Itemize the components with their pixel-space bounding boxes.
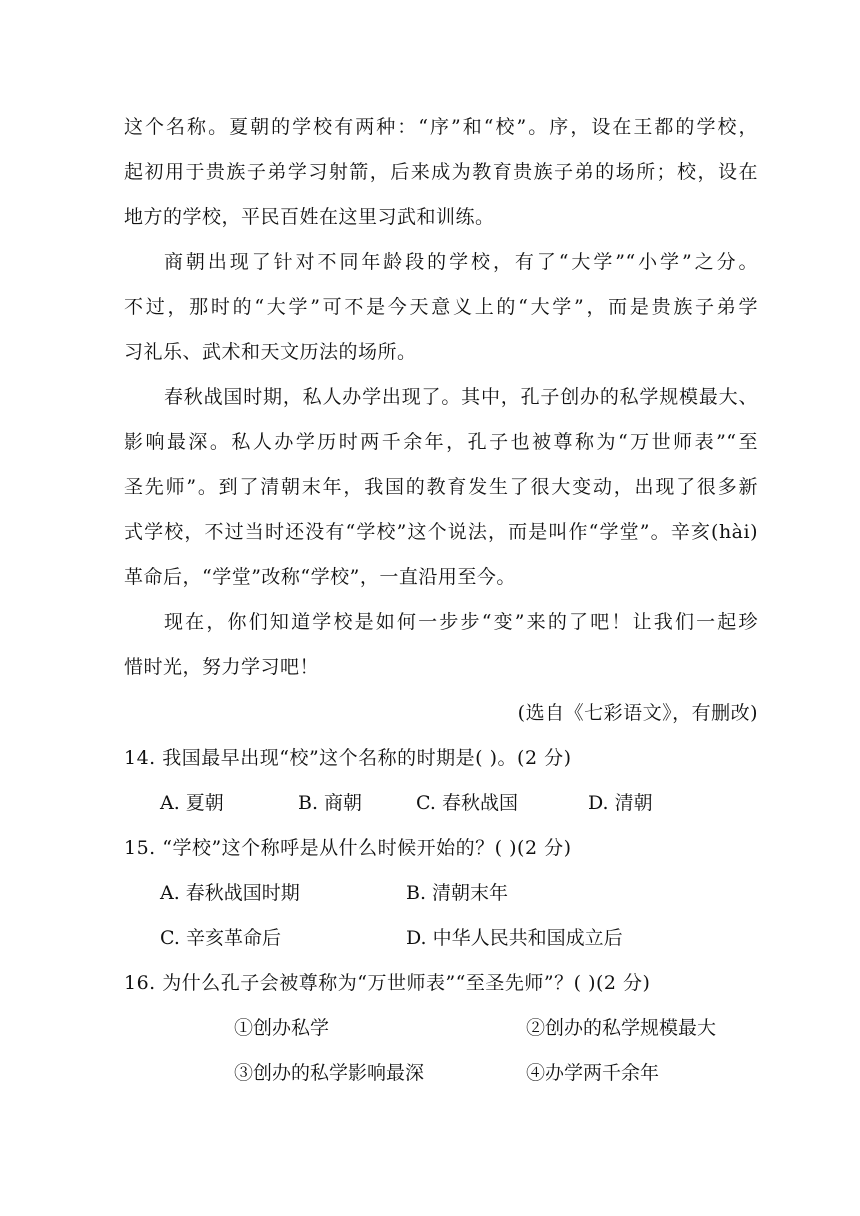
passage-line: 式学校，不过当时还没有“学校”这个说法，而是叫作“学堂”。辛亥(hài) — [124, 521, 758, 543]
answer-option-d[interactable]: D. 中华人民共和国成立后 — [406, 927, 623, 949]
passage-line: 起初用于贵族子弟学习射箭，后来成为教育贵族子弟的场所；校，设在 — [124, 161, 758, 183]
passage-line: 这个名称。夏朝的学校有两种：“序”和“校”。序，设在王都的学校， — [124, 116, 758, 138]
passage-line: 习礼乐、武术和天文历法的场所。 — [124, 341, 417, 363]
passage-line: 商朝出现了针对不同年龄段的学校，有了“大学”“小学”之分。 — [164, 251, 758, 273]
answer-option-a[interactable]: A. 夏朝 — [160, 792, 224, 814]
answer-option-b[interactable]: B. 商朝 — [298, 792, 363, 814]
passage-line: 不过，那时的“大学”可不是今天意义上的“大学”，而是贵族子弟学 — [124, 296, 758, 318]
answer-statement-2[interactable]: ②创办的私学规模最大 — [526, 1017, 717, 1039]
passage-line: 圣先师”。到了清朝末年，我国的教育发生了很大变动，出现了很多新 — [124, 476, 758, 498]
answer-statement-1[interactable]: ①创办私学 — [234, 1017, 330, 1039]
passage-line: 春秋战国时期，私人办学出现了。其中，孔子创办的私学规模最大、 — [164, 386, 758, 408]
passage-line: 影响最深。私人办学历时两千余年，孔子也被尊称为“万世师表”“至 — [124, 431, 758, 453]
answer-option-c[interactable]: C. 春秋战国 — [416, 792, 518, 814]
question-text: 16. 为什么孔子会被尊称为“万世师表”“至圣先师”？( )(2 分) — [124, 972, 651, 994]
question-text: 15. “学校”这个称呼是从什么时候开始的？( )(2 分) — [124, 837, 572, 859]
answer-option-d[interactable]: D. 清朝 — [588, 792, 653, 814]
answer-statement-4[interactable]: ④办学两千余年 — [526, 1062, 660, 1084]
passage-line: 革命后，“学堂”改称“学校”，一直沿用至今。 — [124, 566, 516, 588]
question-text: 14. 我国最早出现“校”这个名称的时期是( )。(2 分) — [124, 747, 572, 769]
answer-option-c[interactable]: C. 辛亥革命后 — [160, 927, 281, 949]
passage-line: 惜时光，努力学习吧！ — [124, 656, 320, 678]
passage-line: 现在，你们知道学校是如何一步步“变”来的了吧！让我们一起珍 — [164, 611, 758, 633]
answer-statement-3[interactable]: ③创办的私学影响最深 — [234, 1062, 425, 1084]
passage-line: 地方的学校，平民百姓在这里习武和训练。 — [124, 206, 495, 228]
answer-option-b[interactable]: B. 清朝末年 — [406, 882, 509, 904]
source-citation: (选自《七彩语文》，有删改) — [517, 702, 758, 724]
answer-option-a[interactable]: A. 春秋战国时期 — [160, 882, 300, 904]
